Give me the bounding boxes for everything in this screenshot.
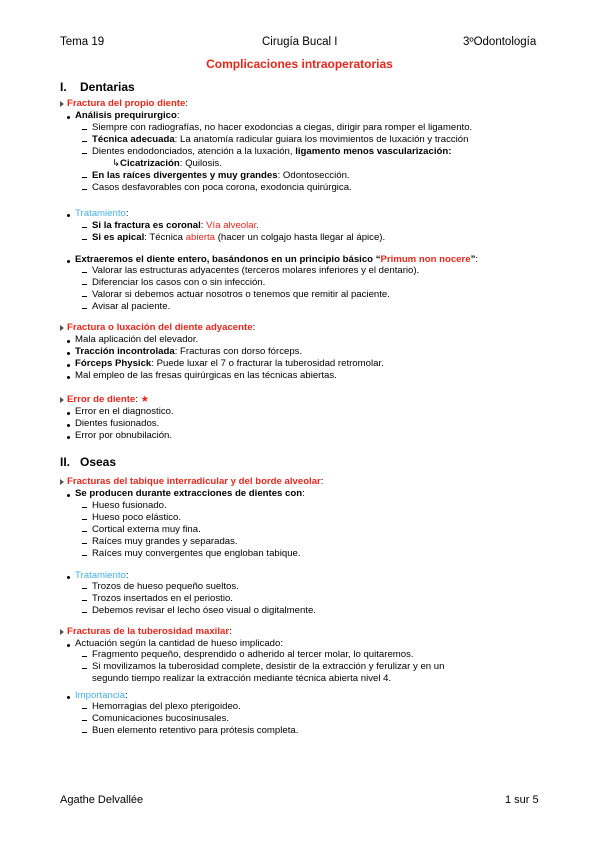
list-item: Técnica adecuada: La anatomía radicular guiara los movimientos de luxación y tracción xyxy=(92,134,469,145)
list-item: Trozos insertados en el periostio. xyxy=(92,593,233,604)
bullet-dash-icon xyxy=(82,519,87,520)
bullet-triangle-icon xyxy=(60,629,64,635)
section-number: II. xyxy=(60,455,71,469)
bullet-dash-icon xyxy=(82,272,87,273)
bullet-dash-icon xyxy=(82,227,87,228)
list-item: Trozos de hueso pequeño sueltos. xyxy=(92,581,239,592)
bullet-dash-icon xyxy=(82,129,87,130)
list-item: Tratamiento: xyxy=(75,208,129,219)
bullet-dot-icon xyxy=(67,116,70,119)
bullet-dot-icon xyxy=(67,376,70,379)
list-item: Casos desfavorables con poca corona, exodoncia quirúrgica. xyxy=(92,182,352,193)
list-item: Importancia: xyxy=(75,690,128,701)
list-item: Mal empleo de las fresas quirúrgicas en las técnicas abiertas. xyxy=(75,370,337,381)
footer-author: Agathe Delvallée xyxy=(60,794,144,806)
bullet-triangle-icon xyxy=(60,325,64,331)
section-number: I. xyxy=(60,80,67,94)
list-item: Hueso fusionado. xyxy=(92,500,167,511)
bullet-dash-icon xyxy=(82,732,87,733)
list-item: Se producen durante extracciones de dientes con: xyxy=(75,488,305,499)
list-item-continuation: segundo tiempo realizar la extracción mediante técnica abierta nivel 4. xyxy=(92,673,392,684)
section-heading-dentarias xyxy=(60,80,135,94)
topic-heading: Error de diente: ★ xyxy=(67,394,150,405)
topic-heading: Fractura del propio diente: xyxy=(67,98,189,109)
topic-heading: Fractura o luxación del diente adyacente: xyxy=(67,322,256,333)
list-subitem: ↳Cicatrización: Quilosis. xyxy=(112,158,222,169)
list-item: Si la fractura es coronal: Vía alveolar. xyxy=(92,220,259,231)
list-item: Hueso poco elástico. xyxy=(92,512,182,523)
list-item: Buen elemento retentivo para prótesis completa. xyxy=(92,725,299,736)
bullet-dash-icon xyxy=(82,720,87,721)
list-item: Tratamiento: xyxy=(75,570,129,581)
list-item: Análisis prequirurgico: xyxy=(75,110,180,121)
star-icon: ★ xyxy=(140,394,150,405)
bullet-dash-icon xyxy=(82,531,87,532)
bullet-dash-icon xyxy=(82,189,87,190)
section-heading-oseas xyxy=(60,455,116,469)
bullet-dash-icon xyxy=(82,600,87,601)
bullet-triangle-icon xyxy=(60,397,64,403)
list-item: Fragmento pequeño, desprendido o adherido al tercer molar, lo quitaremos. xyxy=(92,649,414,660)
header-year: 3ºOdontología xyxy=(463,36,537,48)
bullet-dash-icon xyxy=(82,308,87,309)
section-label: Oseas xyxy=(80,455,117,469)
bullet-dash-icon xyxy=(82,543,87,544)
list-item: Error en el diagnostico. xyxy=(75,406,174,417)
section-label: Dentarias xyxy=(80,80,135,94)
list-item: Diferenciar los casos con o sin infección. xyxy=(92,277,266,288)
bullet-dot-icon xyxy=(67,576,70,579)
bullet-dash-icon xyxy=(82,708,87,709)
topic-heading: Fracturas del tabique interradicular y del borde alveolar: xyxy=(67,476,324,487)
bullet-dash-icon xyxy=(82,588,87,589)
list-item: Comunicaciones bucosinusales. xyxy=(92,713,230,724)
bullet-dash-icon xyxy=(82,656,87,657)
bullet-dash-icon xyxy=(82,284,87,285)
list-item: Valorar las estructuras adyacentes (terceros molares inferiores y el dentario). xyxy=(92,265,420,276)
list-item: Debemos revisar el lecho óseo visual o digitalmente. xyxy=(92,605,316,616)
bullet-dot-icon xyxy=(67,494,70,497)
bullet-dash-icon xyxy=(82,612,87,613)
list-item: Si es apical: Técnica abierta (hacer un colgajo hasta llegar al ápice). xyxy=(92,232,386,243)
header-course: Cirugía Bucal I xyxy=(262,36,338,48)
list-item: Cortical externa muy fina. xyxy=(92,524,201,535)
bullet-dot-icon xyxy=(67,260,70,263)
list-item: Si movilizamos la tuberosidad complete, desistir de la extracción y ferulizar y en un xyxy=(92,661,445,672)
bullet-dash-icon xyxy=(82,555,87,556)
list-item: Valorar si debemos actuar nosotros o tenemos que remitir al paciente. xyxy=(92,289,390,300)
list-item: Error por obnubilación. xyxy=(75,430,173,441)
bullet-dash-icon xyxy=(82,141,87,142)
bullet-triangle-icon xyxy=(60,479,64,485)
list-item: Raíces muy convergentes que engloban tabique. xyxy=(92,548,301,559)
bullet-dot-icon xyxy=(67,696,70,699)
bullet-dash-icon xyxy=(82,507,87,508)
bullet-dot-icon xyxy=(67,424,70,427)
bullet-dot-icon xyxy=(67,340,70,343)
list-item: Mala aplicación del elevador. xyxy=(75,334,199,345)
bullet-dash-icon xyxy=(82,668,87,669)
footer-page-number: 1 sur 5 xyxy=(505,794,539,806)
list-item: En las raíces divergentes y muy grandes: Odontosección. xyxy=(92,170,350,181)
list-item: Raíces muy grandes y separadas. xyxy=(92,536,238,547)
return-arrow-icon: ↳ xyxy=(112,158,121,169)
bullet-dot-icon xyxy=(67,412,70,415)
bullet-dash-icon xyxy=(82,153,87,154)
list-item: Hemorragias del plexo pterigoideo. xyxy=(92,701,241,712)
bullet-dot-icon xyxy=(67,352,70,355)
bullet-dot-icon xyxy=(67,214,70,217)
list-item: Dientes fusionados. xyxy=(75,418,160,429)
list-item: Dientes endodonciados, atención a la luxación, ligamento menos vascularización: xyxy=(92,146,452,157)
page-title: Complicaciones intraoperatorias xyxy=(206,57,393,71)
topic-heading: Fracturas de la tuberosidad maxilar: xyxy=(67,626,232,637)
list-item: Avisar al paciente. xyxy=(92,301,171,312)
bullet-dash-icon xyxy=(82,296,87,297)
bullet-dot-icon xyxy=(67,644,70,647)
list-item: Extraeremos el diente entero, basándonos en un principio básico “Primum non nocere”: xyxy=(75,254,479,265)
bullet-triangle-icon xyxy=(60,101,64,107)
bullet-dot-icon xyxy=(67,436,70,439)
list-item: Siempre con radiografías, no hacer exodoncias a ciegas, dirigir para romper el ligamento. xyxy=(92,122,473,133)
bullet-dash-icon xyxy=(82,177,87,178)
header-topic: Tema 19 xyxy=(60,36,105,48)
list-item: Tracción incontrolada: Fracturas con dorso fórceps. xyxy=(75,346,303,357)
bullet-dash-icon xyxy=(82,239,87,240)
list-item: Actuación según la cantidad de hueso implicado: xyxy=(75,638,284,649)
list-item: Fórceps Physick: Puede luxar el 7 o fracturar la tuberosidad retromolar. xyxy=(75,358,384,369)
bullet-dot-icon xyxy=(67,364,70,367)
